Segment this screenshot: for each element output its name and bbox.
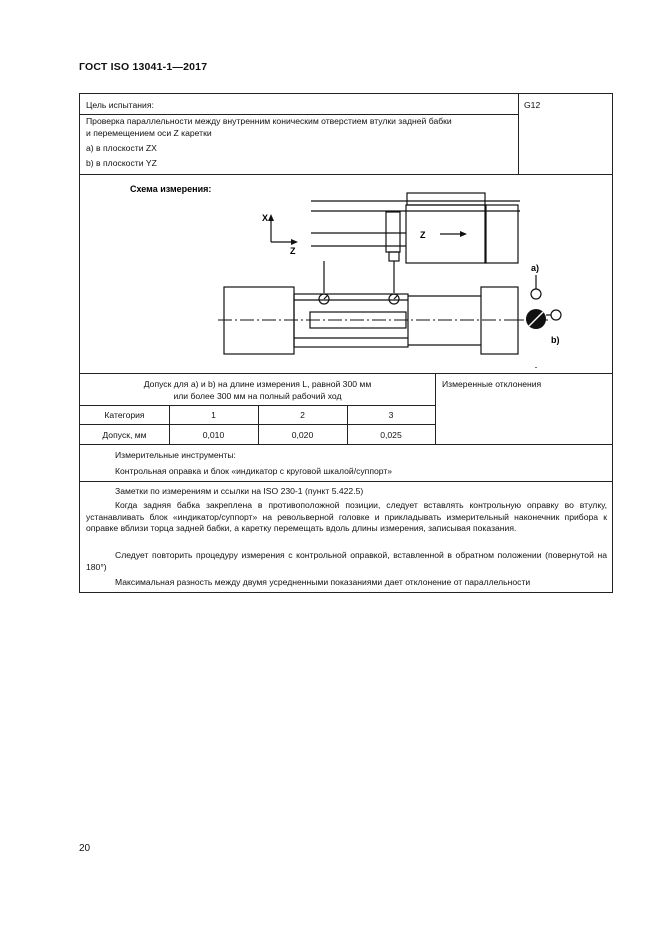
- instruments-text: Контрольная оправка и блок «индикатор с круговой шкалой/суппорт»: [115, 466, 393, 476]
- axis-z-label: Z: [290, 246, 296, 256]
- instruments-label: Измерительные инструменты:: [115, 450, 236, 460]
- category-1: 1: [211, 410, 216, 420]
- label-a: a): [531, 263, 540, 273]
- item-a: a) в плоскости ZX: [86, 143, 157, 153]
- purpose-label: Цель испытания:: [86, 100, 154, 110]
- standard-header: ГОСТ ISO 13041-1—2017: [79, 61, 208, 73]
- rule: [518, 94, 519, 174]
- notes-title: Заметки по измерениям и ссылки на ISO 230-1 (пункт 5.422.5): [115, 486, 364, 496]
- tolerance-value-3: 0,025: [380, 430, 402, 440]
- item-b: b) в плоскости YZ: [86, 158, 157, 168]
- tolerance-value-2: 0,020: [291, 430, 314, 440]
- purpose-line-2: и перемещением оси Z каретки: [86, 128, 212, 138]
- rule: [80, 373, 612, 374]
- purpose-line-1: Проверка параллельности между внутренним коническим отверстием втулки задней бабки: [86, 116, 452, 126]
- tolerance-heading-2: или более 300 мм на полный рабочий ход: [173, 391, 342, 401]
- axis-x-label: X: [262, 213, 269, 223]
- notes-paragraph-2: Следует повторить процедуру измерения с контрольной оправкой, вставленной в обратном положении (повернутой на 180°): [86, 550, 607, 572]
- diagram-caption: Схема измерения:: [130, 184, 212, 194]
- category-2: 2: [300, 410, 305, 420]
- test-code: G12: [524, 100, 541, 110]
- rule: [80, 444, 612, 445]
- tolerance-value-1: 0,010: [202, 430, 225, 440]
- label-b: b): [551, 335, 560, 345]
- tolerance-heading-1: Допуск для a) и b) на длине измерения L, равной 300 мм: [143, 379, 372, 389]
- measurement-diagram: [80, 175, 612, 372]
- notes-paragraph-1: Когда задняя бабка закреплена в противоположной позиции, следует вставлять контрольную оправку во втулку, устанавливать блок «индикатор/суппорт» на револьверной головке и прикладывать измерительный наконечник прибора к оправке вблизи торца задней бабки, а каретку перемещать вдоль длины измерения, записывая показания.: [86, 500, 607, 534]
- measured-deviations-label: Измеренные отклонения: [442, 379, 542, 389]
- page-number: 20: [79, 843, 91, 854]
- tolerance-label: Допуск, мм: [102, 430, 147, 440]
- category-3: 3: [388, 410, 394, 420]
- test-sheet-frame: [79, 93, 613, 593]
- rule: [80, 481, 612, 482]
- rule: [435, 373, 436, 444]
- notes-paragraph-3: Максимальная разность между двумя усредненными показаниями дает отклонение от параллельности: [115, 577, 531, 587]
- category-label: Категория: [104, 410, 145, 420]
- carriage-z-label: Z: [420, 230, 426, 240]
